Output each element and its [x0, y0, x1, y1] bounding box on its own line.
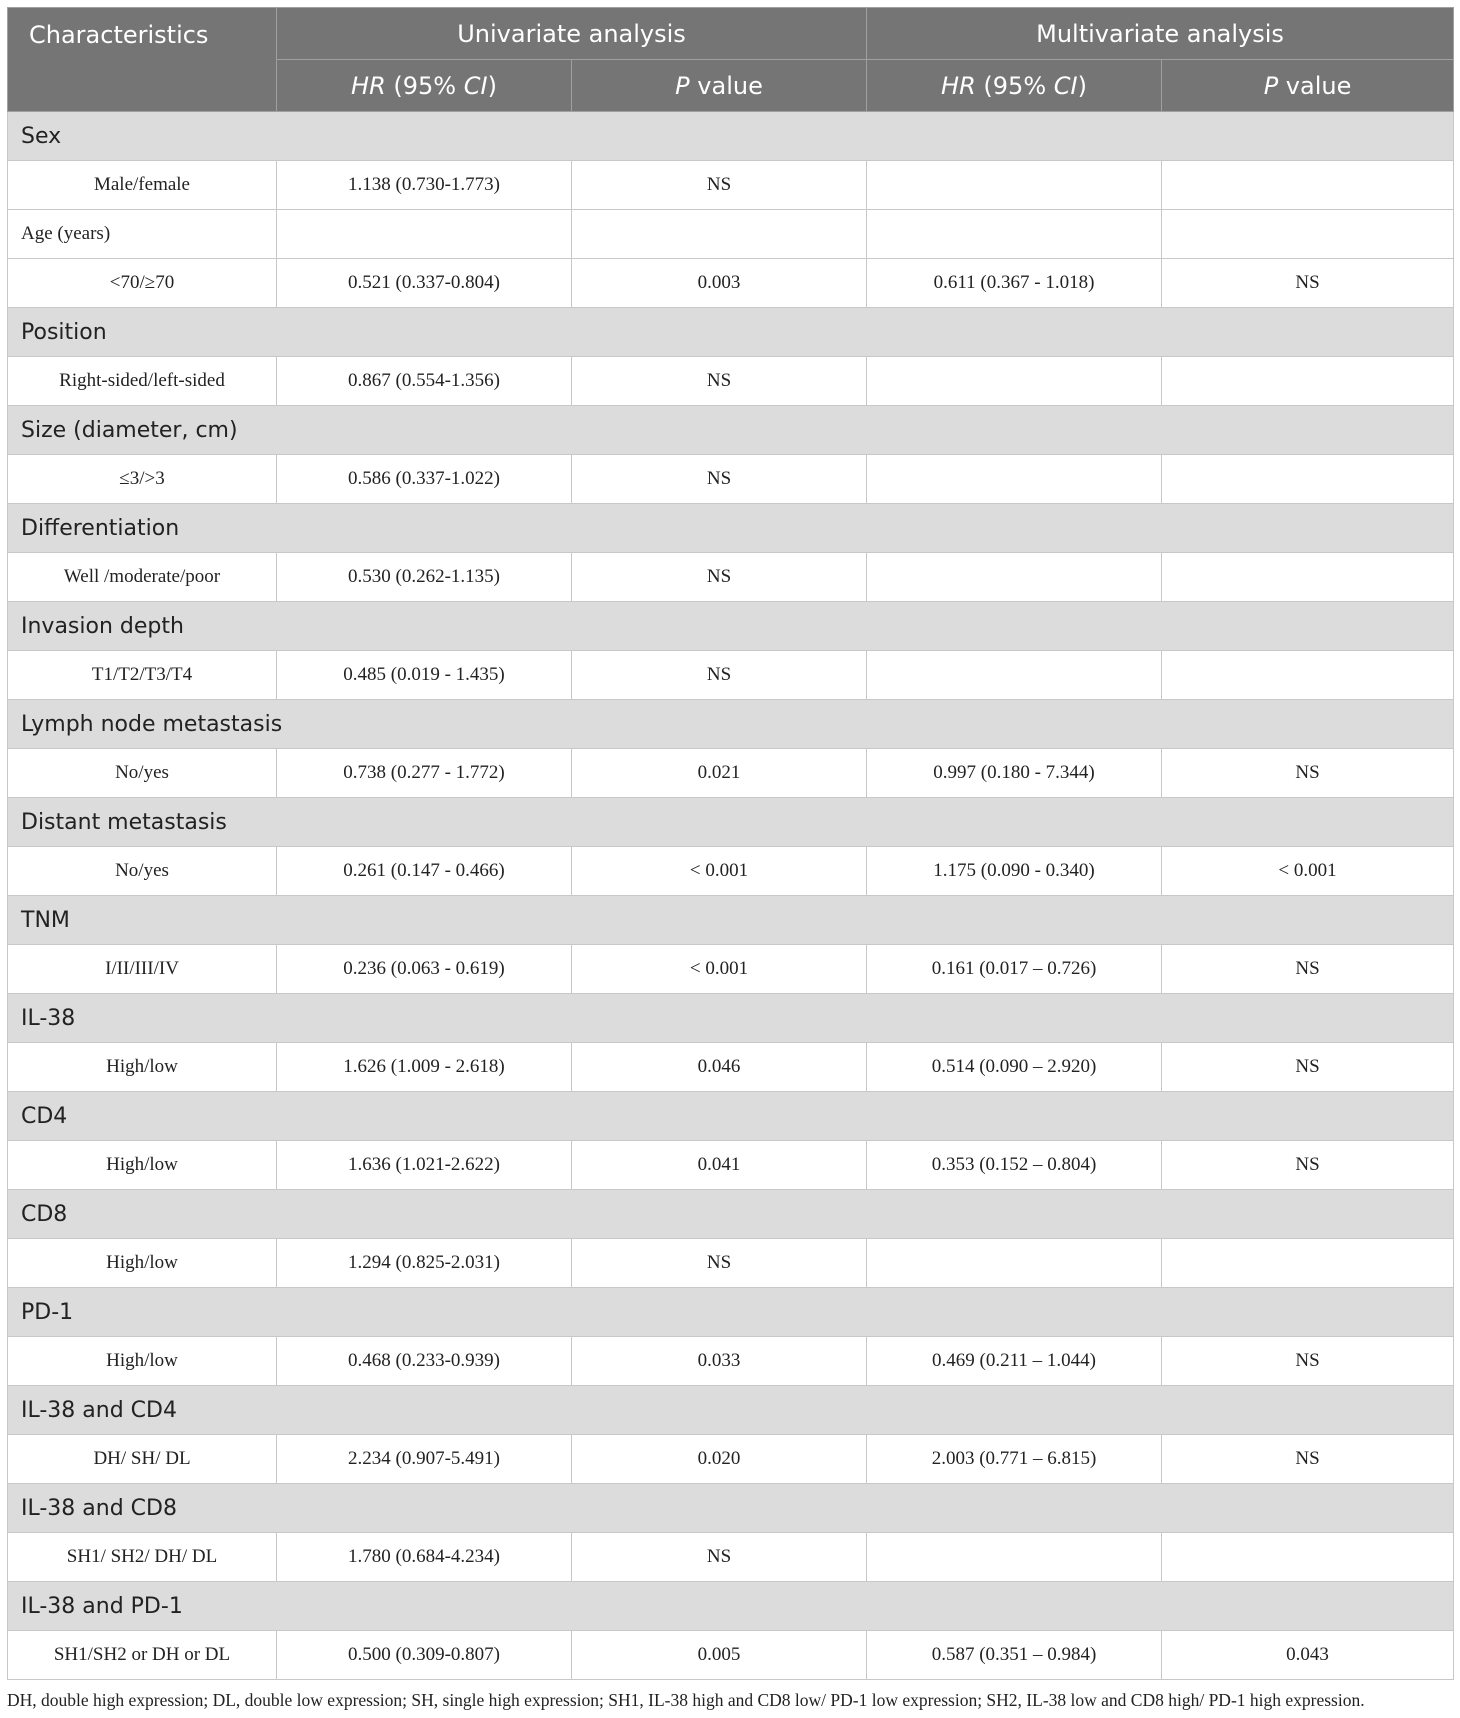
- univariate-p-cell: < 0.001: [572, 945, 867, 994]
- table-footnote: DH, double high expression; DL, double low expression; SH, single high expression; SH1, IL-38 high and CD8 low/ PD-1 low expression; SH2, IL-38 low and CD8 high/ PD-1 high expression.: [7, 1690, 1365, 1710]
- univariate-p-header: P value: [572, 60, 867, 112]
- univariate-p-cell: 0.021: [572, 749, 867, 798]
- multivariate-hr-cell: 0.997 (0.180 - 7.344): [867, 749, 1162, 798]
- multivariate-hr-cell: 0.611 (0.367 - 1.018): [867, 259, 1162, 308]
- univariate-hr-cell: 0.485 (0.019 - 1.435): [277, 651, 572, 700]
- category-row: [8, 896, 1454, 945]
- multivariate-hr-cell: [867, 161, 1162, 210]
- multivariate-hr-cell: [867, 1239, 1162, 1288]
- characteristics-header: Characteristics: [8, 8, 277, 112]
- multivariate-p-cell: 0.043: [1162, 1631, 1454, 1680]
- univariate-hr-cell: 0.521 (0.337-0.804): [277, 259, 572, 308]
- category-row: [8, 1582, 1454, 1631]
- category-label: Position: [8, 308, 1454, 357]
- univariate-hr-cell: 0.867 (0.554-1.356): [277, 357, 572, 406]
- univariate-p-cell: 0.005: [572, 1631, 867, 1680]
- table-header: [8, 8, 1454, 112]
- table-row: [8, 1631, 1454, 1680]
- table-row: [8, 1141, 1454, 1190]
- category-label: PD-1: [8, 1288, 1454, 1337]
- table-row: [8, 455, 1454, 504]
- table-row: [8, 847, 1454, 896]
- row-label: No/yes: [8, 847, 277, 896]
- univariate-hr-cell: 0.261 (0.147 - 0.466): [277, 847, 572, 896]
- category-label: CD4: [8, 1092, 1454, 1141]
- row-label: Age (years): [8, 210, 277, 259]
- multivariate-p-cell: [1162, 1239, 1454, 1288]
- univariate-hr-cell: 0.500 (0.309-0.807): [277, 1631, 572, 1680]
- multivariate-hr-cell: 0.161 (0.017 – 0.726): [867, 945, 1162, 994]
- table-body: [8, 112, 1454, 1680]
- category-row: [8, 700, 1454, 749]
- univariate-p-cell: 0.003: [572, 259, 867, 308]
- univariate-hr-cell: 0.586 (0.337-1.022): [277, 455, 572, 504]
- category-label: Lymph node metastasis: [8, 700, 1454, 749]
- table-row: [8, 259, 1454, 308]
- univariate-header: Univariate analysis: [277, 8, 867, 60]
- univariate-p-cell: 0.020: [572, 1435, 867, 1484]
- multivariate-hr-cell: [867, 210, 1162, 259]
- category-row: [8, 1386, 1454, 1435]
- category-label: Distant metastasis: [8, 798, 1454, 847]
- multivariate-p-cell: [1162, 161, 1454, 210]
- category-row: [8, 504, 1454, 553]
- multivariate-p-cell: [1162, 651, 1454, 700]
- univariate-hr-cell: 2.234 (0.907-5.491): [277, 1435, 572, 1484]
- multivariate-hr-cell: 2.003 (0.771 – 6.815): [867, 1435, 1162, 1484]
- multivariate-p-cell: NS: [1162, 945, 1454, 994]
- table-row: [8, 1043, 1454, 1092]
- table-row: [8, 1337, 1454, 1386]
- multivariate-hr-cell: 0.469 (0.211 – 1.044): [867, 1337, 1162, 1386]
- category-label: IL-38: [8, 994, 1454, 1043]
- univariate-p-cell: [572, 210, 867, 259]
- multivariate-hr-cell: [867, 357, 1162, 406]
- category-label: Differentiation: [8, 504, 1454, 553]
- row-label: Male/female: [8, 161, 277, 210]
- row-label: No/yes: [8, 749, 277, 798]
- category-label: Size (diameter, cm): [8, 406, 1454, 455]
- univariate-hr-header: HR (95% CI): [277, 60, 572, 112]
- category-row: [8, 308, 1454, 357]
- multivariate-p-cell: [1162, 1533, 1454, 1582]
- table-row: [8, 749, 1454, 798]
- multivariate-p-cell: < 0.001: [1162, 847, 1454, 896]
- multivariate-p-header: P value: [1162, 60, 1454, 112]
- univariate-p-cell: 0.046: [572, 1043, 867, 1092]
- row-label: Well /moderate/poor: [8, 553, 277, 602]
- category-row: [8, 406, 1454, 455]
- multivariate-hr-cell: 0.353 (0.152 – 0.804): [867, 1141, 1162, 1190]
- multivariate-hr-header: HR (95% CI): [867, 60, 1162, 112]
- multivariate-p-cell: NS: [1162, 1337, 1454, 1386]
- row-label: ≤3/>3: [8, 455, 277, 504]
- multivariate-p-cell: NS: [1162, 749, 1454, 798]
- row-label: SH1/SH2 or DH or DL: [8, 1631, 277, 1680]
- table-row: [8, 945, 1454, 994]
- category-label: TNM: [8, 896, 1454, 945]
- univariate-hr-cell: 0.738 (0.277 - 1.772): [277, 749, 572, 798]
- multivariate-p-cell: [1162, 553, 1454, 602]
- table-row: [8, 553, 1454, 602]
- univariate-p-cell: NS: [572, 1239, 867, 1288]
- category-label: IL-38 and PD-1: [8, 1582, 1454, 1631]
- multivariate-p-cell: [1162, 357, 1454, 406]
- category-row: [8, 1092, 1454, 1141]
- univariate-p-cell: NS: [572, 455, 867, 504]
- category-row: [8, 1190, 1454, 1239]
- row-label: T1/T2/T3/T4: [8, 651, 277, 700]
- multivariate-p-cell: [1162, 210, 1454, 259]
- category-label: IL-38 and CD8: [8, 1484, 1454, 1533]
- row-label: I/II/III/IV: [8, 945, 277, 994]
- category-row: [8, 1484, 1454, 1533]
- table-row: [8, 1239, 1454, 1288]
- row-label: Right-sided/left-sided: [8, 357, 277, 406]
- category-row: [8, 798, 1454, 847]
- multivariate-header: Multivariate analysis: [867, 8, 1454, 60]
- univariate-p-cell: 0.033: [572, 1337, 867, 1386]
- multivariate-hr-cell: [867, 553, 1162, 602]
- table-row: [8, 651, 1454, 700]
- row-label: <70/≥70: [8, 259, 277, 308]
- table-row: [8, 210, 1454, 259]
- multivariate-p-cell: NS: [1162, 1141, 1454, 1190]
- univariate-hr-cell: [277, 210, 572, 259]
- multivariate-p-cell: [1162, 455, 1454, 504]
- category-row: [8, 602, 1454, 651]
- category-row: [8, 994, 1454, 1043]
- category-row: [8, 112, 1454, 161]
- univariate-p-cell: NS: [572, 161, 867, 210]
- univariate-p-cell: NS: [572, 553, 867, 602]
- category-label: IL-38 and CD4: [8, 1386, 1454, 1435]
- multivariate-hr-cell: [867, 651, 1162, 700]
- row-label: High/low: [8, 1043, 277, 1092]
- category-label: CD8: [8, 1190, 1454, 1239]
- category-label: Invasion depth: [8, 602, 1454, 651]
- multivariate-hr-cell: 0.587 (0.351 – 0.984): [867, 1631, 1162, 1680]
- univariate-hr-cell: 1.780 (0.684-4.234): [277, 1533, 572, 1582]
- row-label: SH1/ SH2/ DH/ DL: [8, 1533, 277, 1582]
- univariate-hr-cell: 0.530 (0.262-1.135): [277, 553, 572, 602]
- table-row: [8, 161, 1454, 210]
- table-row: [8, 1533, 1454, 1582]
- row-label: High/low: [8, 1337, 277, 1386]
- univariate-p-cell: NS: [572, 357, 867, 406]
- table-row: [8, 1435, 1454, 1484]
- multivariate-hr-cell: 0.514 (0.090 – 2.920): [867, 1043, 1162, 1092]
- multivariate-hr-cell: 1.175 (0.090 - 0.340): [867, 847, 1162, 896]
- hazard-ratio-table: [7, 7, 1454, 1680]
- multivariate-hr-cell: [867, 455, 1162, 504]
- table-row: [8, 357, 1454, 406]
- table-container: [7, 7, 1453, 1680]
- multivariate-hr-cell: [867, 1533, 1162, 1582]
- row-label: DH/ SH/ DL: [8, 1435, 277, 1484]
- univariate-hr-cell: 0.468 (0.233-0.939): [277, 1337, 572, 1386]
- row-label: High/low: [8, 1141, 277, 1190]
- multivariate-p-cell: NS: [1162, 259, 1454, 308]
- multivariate-p-cell: NS: [1162, 1043, 1454, 1092]
- univariate-hr-cell: 0.236 (0.063 - 0.619): [277, 945, 572, 994]
- multivariate-p-cell: NS: [1162, 1435, 1454, 1484]
- category-label: Sex: [8, 112, 1454, 161]
- univariate-hr-cell: 1.294 (0.825-2.031): [277, 1239, 572, 1288]
- univariate-hr-cell: 1.626 (1.009 - 2.618): [277, 1043, 572, 1092]
- category-row: [8, 1288, 1454, 1337]
- univariate-p-cell: NS: [572, 651, 867, 700]
- univariate-hr-cell: 1.636 (1.021-2.622): [277, 1141, 572, 1190]
- univariate-p-cell: NS: [572, 1533, 867, 1582]
- univariate-hr-cell: 1.138 (0.730-1.773): [277, 161, 572, 210]
- univariate-p-cell: < 0.001: [572, 847, 867, 896]
- row-label: High/low: [8, 1239, 277, 1288]
- univariate-p-cell: 0.041: [572, 1141, 867, 1190]
